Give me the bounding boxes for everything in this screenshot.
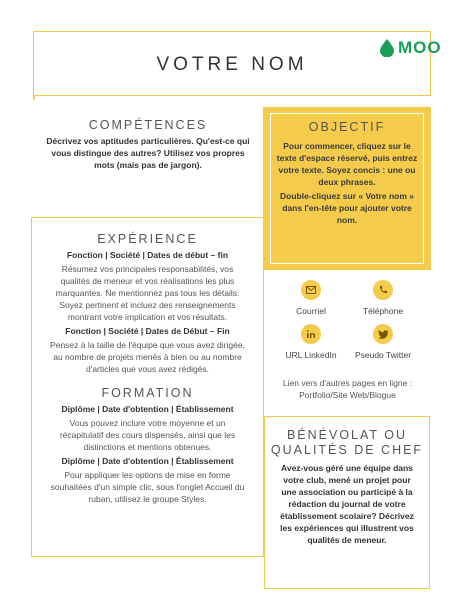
objectif-frame — [270, 113, 424, 264]
benevolat-text[interactable]: Avez-vous géré une équipe dans votre club, mené un projet pour une association ou participé à la rédaction du journal de votre établissement scolaire? Décrivez les expériences qui illustrent vos qualités de meneur. — [280, 463, 414, 545]
benevolat-title-line-2: QUALITÉS DE CHEF — [270, 443, 424, 457]
benevolat-title — [265, 428, 429, 458]
benevolat-box — [264, 416, 430, 589]
formation-desc-2[interactable]: Pour appliquer les options de mise en forme souhaitées d'un simple clic, sous l'onglet Accueil du ruban, utilisez le groupe Styles. — [50, 470, 245, 504]
objectif-title: OBJECTIF — [308, 120, 386, 134]
benevolat-title-line-1: BÉNÉVOLAT OU — [286, 428, 408, 442]
competences-text[interactable]: Décrivez vos aptitudes particulières. Qu'est-ce qui vous distingue des autres? Utilisez vos propres mots (mais pas de jargon). — [46, 136, 250, 170]
experience-formation-box — [31, 217, 264, 557]
formation-degree-1[interactable]: Diplôme | Date d'obtention | Établissement — [61, 404, 234, 414]
experience-title: EXPÉRIENCE — [97, 232, 198, 246]
experience-job-1[interactable]: Fonction | Société | Dates de début – fin — [66, 250, 229, 260]
objectif-text-1[interactable]: Pour commencer, cliquez sur le texte d'espace réservé, puis entrez votre texte. Soyez concis : une ou deux phrases. — [276, 141, 418, 187]
contact-twitter[interactable] — [348, 324, 418, 360]
contact-linkedin-label: URL LinkedIn — [285, 350, 337, 360]
moo-logo — [380, 34, 442, 62]
contact-phone-label: Téléphone — [362, 306, 404, 316]
linkedin-icon — [301, 324, 321, 344]
envelope-icon — [301, 280, 321, 300]
competences-title: COMPÉTENCES — [88, 118, 208, 132]
twitter-icon — [373, 324, 393, 344]
contact-phone[interactable] — [348, 280, 418, 316]
phone-icon — [373, 280, 393, 300]
resume-name[interactable]: VOTRE NOM — [156, 54, 308, 75]
name-header-box — [33, 31, 431, 96]
objectif-text-2[interactable]: Double-cliquez sur « Votre nom » dans l'en-tête pour ajouter votre nom. — [280, 191, 414, 225]
experience-desc-2[interactable]: Pensez à la taille de l'équipe que vous avez dirigée, au nombre de projets menés à bien ou au nombre d'articles que vous avez rédigés. — [50, 340, 245, 374]
drop-icon — [380, 39, 394, 57]
competences-section — [44, 118, 252, 171]
experience-desc-1[interactable]: Résumez vos principales responsabilités, vos qualités de meneur et vos réalisations les plus marquantes. Ne mentionnez pas tous les détails. Soyez pertinent et incluez des renseignements montrant votre implication et vos résultats. — [55, 264, 240, 322]
formation-degree-2[interactable]: Diplôme | Date d'obtention | Établissement — [61, 456, 234, 466]
logo-text: MOO — [398, 38, 442, 57]
contact-email[interactable] — [276, 280, 346, 316]
formation-title: FORMATION — [101, 386, 194, 400]
contact-email-label: Courriel — [296, 306, 326, 316]
contact-linkedin[interactable] — [276, 324, 346, 360]
formation-desc-1[interactable]: Vous pouvez inclure votre moyenne et un récapitulatif des cours dispensés, ainsi que les distinctions et mentions obtenues. — [59, 418, 236, 452]
objectif-section — [263, 107, 431, 270]
experience-job-2[interactable]: Fonction | Société | Dates de Début – Fin — [65, 326, 230, 336]
contact-twitter-label: Pseudo Twitter — [354, 350, 412, 360]
divider — [33, 96, 35, 100]
other-links[interactable]: Lien vers d'autres pages en ligne : Portfolio/Site Web/Blogue — [282, 378, 413, 400]
